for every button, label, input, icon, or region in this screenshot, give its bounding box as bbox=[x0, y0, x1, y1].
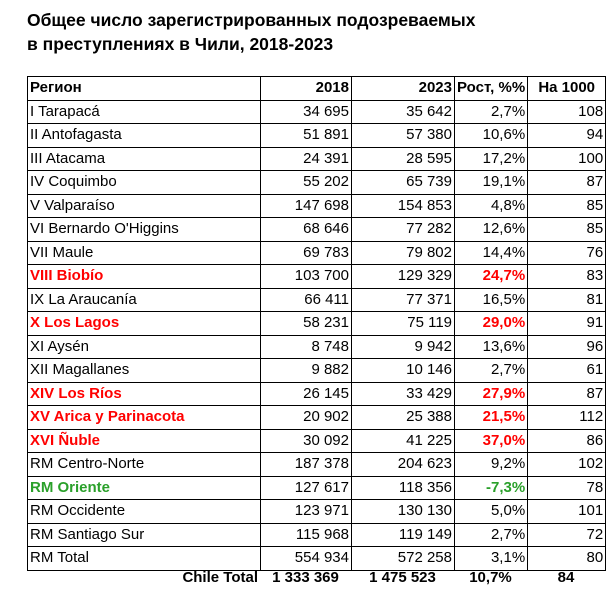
value-2018-cell: 123 971 bbox=[261, 500, 352, 524]
growth-cell: 3,1% bbox=[455, 547, 528, 571]
table-row bbox=[28, 194, 606, 218]
table-row bbox=[28, 171, 606, 195]
table-row bbox=[28, 429, 606, 453]
value-2018-cell: 103 700 bbox=[261, 265, 352, 289]
per-1000-cell: 61 bbox=[528, 359, 606, 383]
total-growth: 10,7% bbox=[469, 569, 512, 586]
total-row bbox=[27, 567, 605, 589]
value-2018-cell: 20 902 bbox=[261, 406, 352, 430]
growth-cell: 21,5% bbox=[455, 406, 528, 430]
per-1000-cell: 86 bbox=[528, 429, 606, 453]
table-row bbox=[28, 147, 606, 171]
total-label: Chile Total bbox=[182, 569, 258, 586]
region-cell: RM Oriente bbox=[28, 476, 261, 500]
table-row bbox=[28, 124, 606, 148]
table-row bbox=[28, 265, 606, 289]
region-cell: IX La Araucanía bbox=[28, 288, 261, 312]
table-row bbox=[28, 476, 606, 500]
value-2018-cell: 69 783 bbox=[261, 241, 352, 265]
per-1000-cell: 80 bbox=[528, 547, 606, 571]
total-2018: 1 333 369 bbox=[272, 569, 339, 586]
value-2023-cell: 119 149 bbox=[352, 523, 455, 547]
value-2023-cell: 77 282 bbox=[352, 218, 455, 242]
title-line-2: в преступлениях в Чили, 2018-2023 bbox=[27, 34, 334, 54]
header-growth: Рост, %% bbox=[455, 77, 528, 101]
table-body bbox=[28, 77, 606, 571]
value-2023-cell: 28 595 bbox=[352, 147, 455, 171]
total-2023: 1 475 523 bbox=[369, 569, 436, 586]
region-cell: RM Santiago Sur bbox=[28, 523, 261, 547]
value-2023-cell: 10 146 bbox=[352, 359, 455, 383]
table-row bbox=[28, 288, 606, 312]
value-2023-cell: 154 853 bbox=[352, 194, 455, 218]
per-1000-cell: 112 bbox=[528, 406, 606, 430]
per-1000-cell: 100 bbox=[528, 147, 606, 171]
region-cell: VII Maule bbox=[28, 241, 261, 265]
value-2023-cell: 33 429 bbox=[352, 382, 455, 406]
value-2018-cell: 26 145 bbox=[261, 382, 352, 406]
value-2023-cell: 75 119 bbox=[352, 312, 455, 336]
growth-cell: 5,0% bbox=[455, 500, 528, 524]
growth-cell: 37,0% bbox=[455, 429, 528, 453]
per-1000-cell: 108 bbox=[528, 100, 606, 124]
growth-cell: 9,2% bbox=[455, 453, 528, 477]
title-line-1: Общее число зарегистрированных подозреваемых bbox=[27, 10, 476, 30]
growth-cell: 4,8% bbox=[455, 194, 528, 218]
table-row bbox=[28, 100, 606, 124]
table-row bbox=[28, 382, 606, 406]
table-row bbox=[28, 523, 606, 547]
value-2023-cell: 204 623 bbox=[352, 453, 455, 477]
value-2018-cell: 554 934 bbox=[261, 547, 352, 571]
table-row bbox=[28, 453, 606, 477]
region-cell: RM Occidente bbox=[28, 500, 261, 524]
per-1000-cell: 87 bbox=[528, 382, 606, 406]
region-cell: VI Bernardo O'Higgins bbox=[28, 218, 261, 242]
header-2023: 2023 bbox=[352, 77, 455, 101]
region-cell: IV Coquimbo bbox=[28, 171, 261, 195]
value-2018-cell: 9 882 bbox=[261, 359, 352, 383]
value-2023-cell: 77 371 bbox=[352, 288, 455, 312]
region-cell: RM Total bbox=[28, 547, 261, 571]
value-2023-cell: 41 225 bbox=[352, 429, 455, 453]
per-1000-cell: 102 bbox=[528, 453, 606, 477]
value-2018-cell: 68 646 bbox=[261, 218, 352, 242]
table-row bbox=[28, 241, 606, 265]
table-row bbox=[28, 406, 606, 430]
growth-cell: 19,1% bbox=[455, 171, 528, 195]
header-2018: 2018 bbox=[261, 77, 352, 101]
data-table bbox=[27, 76, 606, 571]
value-2018-cell: 58 231 bbox=[261, 312, 352, 336]
growth-cell: 14,4% bbox=[455, 241, 528, 265]
region-cell: V Valparaíso bbox=[28, 194, 261, 218]
per-1000-cell: 94 bbox=[528, 124, 606, 148]
value-2023-cell: 35 642 bbox=[352, 100, 455, 124]
value-2018-cell: 34 695 bbox=[261, 100, 352, 124]
value-2023-cell: 118 356 bbox=[352, 476, 455, 500]
growth-cell: 2,7% bbox=[455, 359, 528, 383]
region-cell: XV Arica y Parinacota bbox=[28, 406, 261, 430]
growth-cell: 10,6% bbox=[455, 124, 528, 148]
region-cell: III Atacama bbox=[28, 147, 261, 171]
per-1000-cell: 72 bbox=[528, 523, 606, 547]
value-2018-cell: 51 891 bbox=[261, 124, 352, 148]
value-2023-cell: 129 329 bbox=[352, 265, 455, 289]
region-cell: VIII Biobío bbox=[28, 265, 261, 289]
growth-cell: -7,3% bbox=[455, 476, 528, 500]
growth-cell: 13,6% bbox=[455, 335, 528, 359]
value-2018-cell: 24 391 bbox=[261, 147, 352, 171]
region-cell: XII Magallanes bbox=[28, 359, 261, 383]
per-1000-cell: 91 bbox=[528, 312, 606, 336]
value-2018-cell: 55 202 bbox=[261, 171, 352, 195]
value-2023-cell: 57 380 bbox=[352, 124, 455, 148]
growth-cell: 2,7% bbox=[455, 523, 528, 547]
per-1000-cell: 81 bbox=[528, 288, 606, 312]
value-2018-cell: 127 617 bbox=[261, 476, 352, 500]
value-2018-cell: 115 968 bbox=[261, 523, 352, 547]
table-row bbox=[28, 500, 606, 524]
total-per-1000: 84 bbox=[557, 569, 575, 586]
region-cell: II Antofagasta bbox=[28, 124, 261, 148]
value-2023-cell: 25 388 bbox=[352, 406, 455, 430]
region-cell: XI Aysén bbox=[28, 335, 261, 359]
growth-cell: 12,6% bbox=[455, 218, 528, 242]
region-cell: XIV Los Ríos bbox=[28, 382, 261, 406]
growth-cell: 17,2% bbox=[455, 147, 528, 171]
header-per-1000: На 1000 bbox=[528, 77, 606, 101]
header-region: Регион bbox=[28, 77, 261, 101]
per-1000-cell: 78 bbox=[528, 476, 606, 500]
value-2018-cell: 187 378 bbox=[261, 453, 352, 477]
value-2023-cell: 130 130 bbox=[352, 500, 455, 524]
growth-cell: 2,7% bbox=[455, 100, 528, 124]
page-title bbox=[27, 8, 475, 56]
per-1000-cell: 76 bbox=[528, 241, 606, 265]
value-2023-cell: 572 258 bbox=[352, 547, 455, 571]
region-cell: X Los Lagos bbox=[28, 312, 261, 336]
region-cell: I Tarapacá bbox=[28, 100, 261, 124]
region-cell: XVI Ñuble bbox=[28, 429, 261, 453]
growth-cell: 27,9% bbox=[455, 382, 528, 406]
value-2023-cell: 9 942 bbox=[352, 335, 455, 359]
table-row bbox=[28, 218, 606, 242]
table-row bbox=[28, 359, 606, 383]
value-2018-cell: 30 092 bbox=[261, 429, 352, 453]
per-1000-cell: 96 bbox=[528, 335, 606, 359]
value-2023-cell: 79 802 bbox=[352, 241, 455, 265]
growth-cell: 29,0% bbox=[455, 312, 528, 336]
total-row-table bbox=[27, 567, 605, 589]
growth-cell: 24,7% bbox=[455, 265, 528, 289]
value-2018-cell: 8 748 bbox=[261, 335, 352, 359]
value-2018-cell: 66 411 bbox=[261, 288, 352, 312]
table-row bbox=[28, 335, 606, 359]
per-1000-cell: 87 bbox=[528, 171, 606, 195]
table-row bbox=[28, 312, 606, 336]
per-1000-cell: 85 bbox=[528, 218, 606, 242]
growth-cell: 16,5% bbox=[455, 288, 528, 312]
per-1000-cell: 85 bbox=[528, 194, 606, 218]
header-row bbox=[28, 77, 606, 101]
value-2018-cell: 147 698 bbox=[261, 194, 352, 218]
region-cell: RM Centro-Norte bbox=[28, 453, 261, 477]
per-1000-cell: 101 bbox=[528, 500, 606, 524]
value-2023-cell: 65 739 bbox=[352, 171, 455, 195]
per-1000-cell: 83 bbox=[528, 265, 606, 289]
